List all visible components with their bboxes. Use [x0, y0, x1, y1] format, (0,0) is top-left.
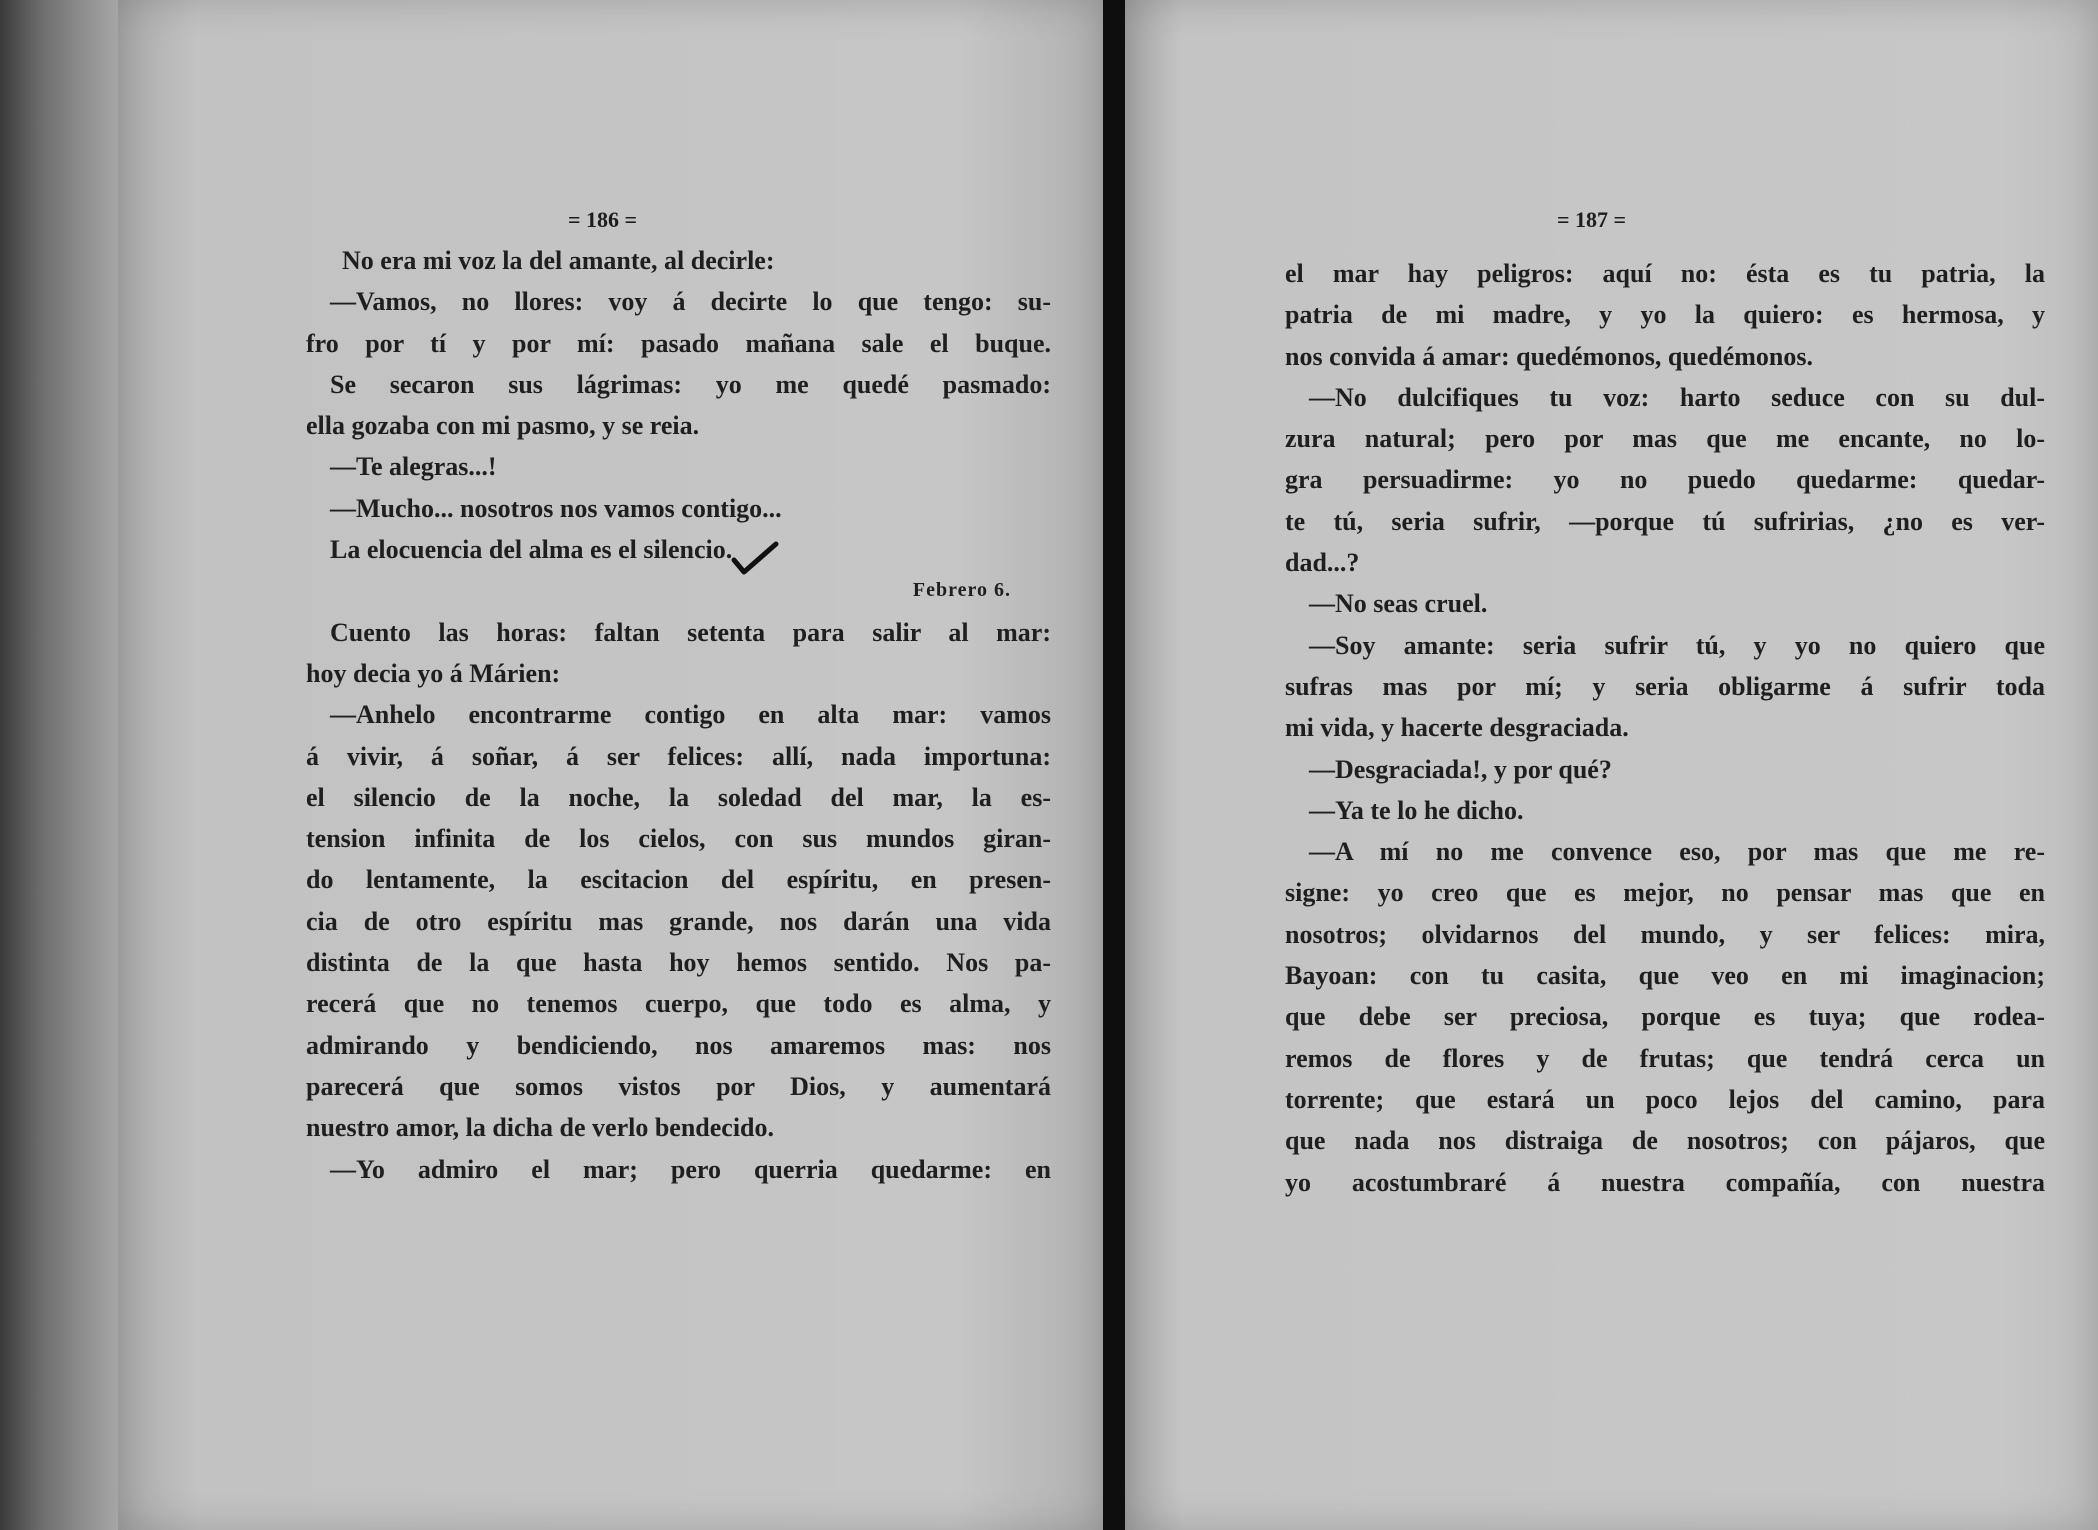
text-line: nuestro amor, la dicha de verlo bendecido. — [306, 1113, 775, 1143]
right-page — [1125, 0, 2098, 1530]
text-line: el silencio de la noche, la soledad del mar, la es- — [306, 782, 1051, 812]
section-heading: Febrero 6. — [912, 579, 1011, 602]
text-line: sufras mas por mí; y seria obligarme á sufrir toda — [1285, 671, 2045, 701]
text-line: —Mucho... nosotros nos vamos contigo... — [330, 493, 782, 523]
text-line: —A mí no me convence eso, por mas que me re- — [1309, 837, 2045, 867]
book-gutter — [1103, 0, 1125, 1530]
page-number: = 186 = — [568, 207, 638, 232]
text-line: —Vamos, no llores: voy á decirte lo que tengo: su- — [330, 287, 1051, 317]
text-line: parecerá que somos vistos por Dios, y aumentará — [306, 1071, 1051, 1101]
text-line: signe: yo creo que es mejor, no pensar mas que en — [1285, 878, 2045, 908]
text-line: dad...? — [1285, 548, 1360, 578]
text-line: —Ya te lo he dicho. — [1309, 795, 1524, 825]
text-line: La elocuencia del alma es el silencio. — [330, 535, 733, 565]
text-line: patria de mi madre, y yo la quiero: es hermosa, y — [1285, 300, 2045, 330]
text-line: No era mi voz la del amante, al decirle: — [342, 246, 775, 275]
text-line: —Anhelo encontrarme contigo en alta mar: vamos — [330, 700, 1051, 730]
text-line: remos de flores y de frutas; que tendrá cerca un — [1285, 1043, 2045, 1073]
text-line: —No dulcifiques tu voz: harto seduce con su dul- — [1309, 382, 2045, 412]
text-line: —Te alegras...! — [330, 452, 497, 482]
page-text — [1285, 253, 2045, 1203]
text-line: fro por tí y por mí: pasado mañana sale el buque. — [306, 328, 1051, 358]
text-line: ella gozaba con mi pasmo, y se reia. — [306, 411, 700, 441]
page-number: = 187 = — [1557, 207, 1627, 232]
page-stack-edge — [0, 0, 120, 1530]
text-line: que nada nos distraiga de nosotros; con pájaros, que — [1285, 1126, 2045, 1156]
text-line: yo acostumbraré á nuestra compañía, con nuestra — [1285, 1167, 2045, 1197]
text-line: —Soy amante: seria sufrir tú, y yo no quiero que — [1309, 630, 2045, 660]
text-line: admirando y bendiciendo, nos amaremos mas: nos — [306, 1030, 1051, 1060]
text-line: el mar hay peligros: aquí no: ésta es tu patria, la — [1285, 259, 2045, 288]
text-line: —Yo admiro el mar; pero querria quedarme: en — [330, 1154, 1051, 1184]
left-page — [118, 0, 1103, 1530]
text-line: zura natural; pero por mas que me encante, no lo- — [1285, 424, 2045, 454]
text-line: que debe ser preciosa, porque es tuya; que rodea- — [1285, 1002, 2045, 1032]
text-line: Cuento las horas: faltan setenta para salir al mar: — [330, 617, 1051, 647]
checkmark-annotation-icon — [730, 540, 780, 576]
text-line: mi vida, y hacerte desgraciada. — [1285, 713, 1629, 743]
text-line: gra persuadirme: yo no puedo quedarme: quedar- — [1285, 465, 2045, 495]
text-line: hoy decia yo á Márien: — [306, 658, 561, 688]
text-line: á vivir, á soñar, á ser felices: allí, nada importuna: — [306, 741, 1051, 771]
text-line: nos convida á amar: quedémonos, quedémonos. — [1285, 341, 1814, 371]
text-line: —Desgraciada!, y por qué? — [1309, 754, 1612, 784]
text-line: te tú, seria sufrir, —porque tú sufririas, ¿no es ver- — [1285, 506, 2045, 536]
text-line: tension infinita de los cielos, con sus mundos giran- — [306, 824, 1051, 854]
text-line: do lentamente, la escitacion del espíritu, en presen- — [306, 865, 1051, 895]
text-line: Se secaron sus lágrimas: yo me quedé pasmado: — [330, 369, 1051, 399]
text-line: —No seas cruel. — [1309, 589, 1488, 619]
text-line: recerá que no tenemos cuerpo, que todo es alma, y — [306, 989, 1051, 1019]
page-text — [306, 240, 1051, 1190]
text-line: nosotros; olvidarnos del mundo, y ser felices: mira, — [1285, 919, 2045, 949]
text-line: torrente; que estará un poco lejos del camino, para — [1285, 1084, 2045, 1114]
text-line: Bayoan: con tu casita, que veo en mi imaginacion; — [1285, 961, 2045, 991]
text-line: distinta de la que hasta hoy hemos sentido. Nos pa- — [306, 948, 1051, 978]
text-line: cia de otro espíritu mas grande, nos darán una vida — [306, 906, 1051, 936]
